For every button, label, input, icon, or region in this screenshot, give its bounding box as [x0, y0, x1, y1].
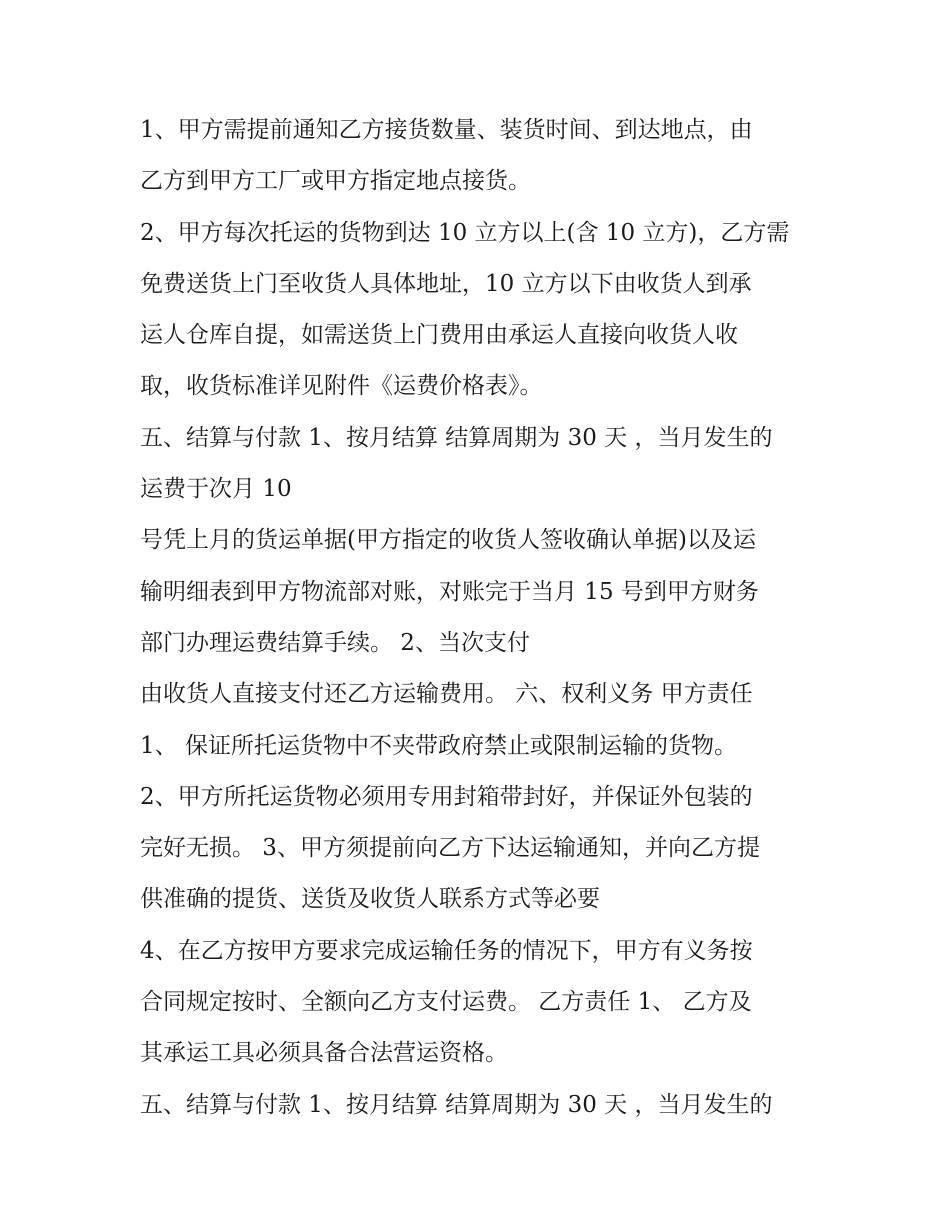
text-line: 取，收货标准详见附件《运费价格表》。 [140, 373, 543, 400]
text-line: 2、甲方每次托运的货物到达 10 立方以上(含 10 立方)，乙方需 [140, 219, 790, 246]
text-line: 其承运工具必须具备合法营运资格。 [140, 1040, 508, 1067]
text-line: 1、 保证所托运货物中不夹带政府禁止或限制运输的货物。 [140, 732, 737, 759]
text-line: 部门办理运费结算手续。 2、当次支付 [140, 629, 530, 656]
text-line: 完好无损。 3、甲方须提前向乙方下达运输通知，并向乙方提 [140, 835, 760, 862]
text-line: 供准确的提货、送货及收货人联系方式等必要 [140, 886, 600, 913]
text-line: 免费送货上门至收货人具体地址，10 立方以下由收货人到承 [140, 270, 752, 297]
text-line: 合同规定按时、全额向乙方支付运费。 乙方责任 1、 乙方及 [140, 989, 752, 1016]
text-line: 乙方到甲方工厂或甲方指定地点接货。 [140, 168, 531, 195]
text-line: 由收货人直接支付还乙方运输费用。 六、权利义务 甲方责任 [140, 681, 753, 708]
text-line: 运人仓库自提，如需送货上门费用由承运人直接向收货人收 [140, 322, 738, 349]
text-line: 五、结算与付款 1、按月结算 结算周期为 30 天 ，当月发生的 [140, 1091, 773, 1118]
contract-text [140, 105, 820, 1131]
text-line: 运费于次月 10 [140, 476, 292, 503]
text-line: 2、甲方所托运货物必须用专用封箱带封好，并保证外包装的 [140, 783, 753, 810]
text-line: 1、甲方需提前通知乙方接货数量、装货时间、到达地点，由 [140, 117, 753, 143]
text-line: 输明细表到甲方物流部对账，对账完于当月 15 号到甲方财务 [140, 578, 759, 605]
text-line: 4、在乙方按甲方要求完成运输任务的情况下，甲方有义务按 [140, 937, 753, 964]
text-line: 五、结算与付款 1、按月结算 结算周期为 30 天 ，当月发生的 [140, 424, 773, 451]
text-line: 号凭上月的货运单据(甲方指定的收货人签收确认单据)以及运 [140, 527, 756, 554]
